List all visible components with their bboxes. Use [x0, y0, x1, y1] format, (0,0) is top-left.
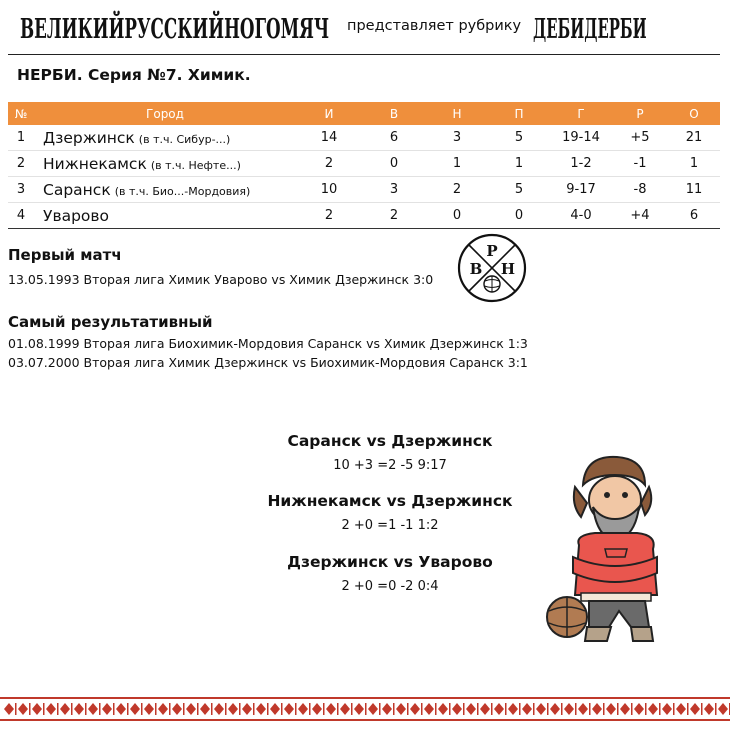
ornament-bar	[239, 703, 241, 715]
row-wins: 3	[362, 177, 426, 203]
ornament-bar	[337, 703, 339, 715]
row-points: 21	[668, 125, 720, 151]
ornament-bar	[603, 703, 605, 715]
ornament-diamond	[88, 703, 98, 715]
table-header-row	[8, 102, 720, 125]
ornament-diamond	[424, 703, 434, 715]
team-name: Нижнекамск	[43, 154, 147, 173]
ornament-bar	[505, 703, 507, 715]
ornament-diamond	[270, 703, 280, 715]
ornament-bar	[589, 703, 591, 715]
ornament-diamond	[690, 703, 700, 715]
ornament-bar	[225, 703, 227, 715]
ornament-diamond	[214, 703, 224, 715]
team-note: (в т.ч. Нефте...)	[150, 158, 241, 172]
ornament-diamond	[130, 703, 140, 715]
row-games: 10	[296, 177, 362, 203]
row-games: 14	[296, 125, 362, 151]
ornament-bar	[211, 703, 213, 715]
table-row	[8, 151, 720, 177]
ornament-bar	[57, 703, 59, 715]
ornament-diamond	[606, 703, 616, 715]
brand-logo-right: ДЕБИДЕРБИ	[533, 14, 647, 45]
table-row	[8, 203, 720, 229]
ball-icon	[484, 276, 500, 292]
team-note: (в т.ч. Био...-Мордовия)	[114, 184, 251, 198]
row-diff: -1	[612, 151, 668, 177]
ornament-diamond	[620, 703, 630, 715]
ornament-diamond	[340, 703, 350, 715]
ornament-diamond	[508, 703, 518, 715]
emblem-letter-right: Н	[500, 260, 516, 278]
ornament-bar	[295, 703, 297, 715]
ornament-bar	[575, 703, 577, 715]
row-number: 1	[8, 125, 34, 151]
ornament-diamond	[648, 703, 658, 715]
ornament-diamond	[284, 703, 294, 715]
table-row	[8, 125, 720, 151]
emblem-letter-top: Р	[486, 242, 498, 260]
col-header-wins: В	[362, 102, 426, 125]
ornament-diamond	[480, 703, 490, 715]
row-games: 2	[296, 203, 362, 229]
ornament-bar	[267, 703, 269, 715]
ornament-diamond	[312, 703, 322, 715]
mascot-illustration	[545, 445, 675, 645]
ornament-diamond	[718, 703, 728, 715]
ornament-bar	[113, 703, 115, 715]
ornament-bar	[323, 703, 325, 715]
ornament-bar	[435, 703, 437, 715]
ornament-bar	[127, 703, 129, 715]
row-team	[34, 151, 296, 177]
header	[0, 0, 730, 56]
ornament-bar	[673, 703, 675, 715]
ornament-diamond	[326, 703, 336, 715]
ornament-bar	[687, 703, 689, 715]
ornament-bar	[365, 703, 367, 715]
ornament-bar	[71, 703, 73, 715]
ornament-diamond	[256, 703, 266, 715]
ornament-diamond	[172, 703, 182, 715]
ornament-diamond	[102, 703, 112, 715]
ornament-bar	[449, 703, 451, 715]
col-header-diff: Р	[612, 102, 668, 125]
row-goals: 19-14	[550, 125, 612, 151]
team-name: Саранск	[43, 180, 111, 199]
ornament-bar	[477, 703, 479, 715]
ornament-diamond	[438, 703, 448, 715]
ornament-diamond	[144, 703, 154, 715]
ornament-diamond	[578, 703, 588, 715]
ornament-diamond	[564, 703, 574, 715]
row-number: 3	[8, 177, 34, 203]
row-goals: 4-0	[550, 203, 612, 229]
h2h-title: Саранск vs Дзержинск	[287, 432, 493, 450]
standings-table	[8, 102, 720, 229]
brand-logo-left: ВЕЛИКИЙРУССКИЙНОГОМЯЧ	[20, 14, 330, 45]
ornament-diamond	[536, 703, 546, 715]
ornament-bar	[281, 703, 283, 715]
ornament-bar	[617, 703, 619, 715]
row-draws: 3	[426, 125, 488, 151]
ornament-diamond	[46, 703, 56, 715]
row-points: 1	[668, 151, 720, 177]
h2h-block-1	[200, 432, 580, 473]
ornament-bar	[85, 703, 87, 715]
ornament-diamond	[522, 703, 532, 715]
row-team	[34, 203, 296, 229]
row-draws: 0	[426, 203, 488, 229]
col-header-city: Город	[34, 102, 296, 125]
ornament-diamond	[116, 703, 126, 715]
row-number: 4	[8, 203, 34, 229]
h2h-title: Дзержинск vs Уварово	[287, 553, 493, 571]
h2h-stats: 2 +0 =0 -2 0:4	[341, 579, 439, 594]
ornament-bar	[253, 703, 255, 715]
ornament-bar	[645, 703, 647, 715]
row-draws: 1	[426, 151, 488, 177]
row-losses: 1	[488, 151, 550, 177]
first-match-line: 13.05.1993 Вторая лига Химик Уварово vs Химик Дзержинск 3:0	[8, 272, 434, 287]
ornament-bar	[715, 703, 717, 715]
ornament-diamond	[396, 703, 406, 715]
row-diff: -8	[612, 177, 668, 203]
table-row	[8, 177, 720, 203]
most-productive-line-2: 03.07.2000 Вторая лига Химик Дзержинск vs Биохимик-Мордовия Саранск 3:1	[8, 355, 528, 370]
tagline: представляет рубрику	[347, 18, 522, 34]
vrn-emblem	[456, 232, 528, 304]
row-team	[34, 125, 296, 151]
ornament-diamond	[4, 703, 14, 715]
h2h-title: Нижнекамск vs Дзержинск	[267, 492, 513, 510]
col-header-games: И	[296, 102, 362, 125]
row-points: 11	[668, 177, 720, 203]
ornament-bar	[421, 703, 423, 715]
h2h-block-3	[200, 553, 580, 594]
most-productive-heading: Самый результативный	[8, 313, 213, 331]
h2h-stats: 2 +0 =1 -1 1:2	[341, 518, 439, 533]
ornament-diamond	[18, 703, 28, 715]
ornament-bar	[631, 703, 633, 715]
row-team	[34, 177, 296, 203]
ornament-diamond	[494, 703, 504, 715]
folk-ornament-border	[0, 695, 730, 723]
ornament-bar	[29, 703, 31, 715]
ornament-bar	[491, 703, 493, 715]
ornament-bar	[533, 703, 535, 715]
ornament-bar	[393, 703, 395, 715]
ornament-bar	[701, 703, 703, 715]
ornament-diamond	[592, 703, 602, 715]
ornament-diamond	[466, 703, 476, 715]
col-header-number: №	[8, 102, 34, 125]
ornament-bar	[463, 703, 465, 715]
row-losses: 5	[488, 125, 550, 151]
h2h-block-2	[200, 492, 580, 533]
ornament-diamond	[200, 703, 210, 715]
ornament-diamond	[382, 703, 392, 715]
row-goals: 9-17	[550, 177, 612, 203]
ornament-diamond	[634, 703, 644, 715]
ornament-diamond	[158, 703, 168, 715]
ornament-diamond	[74, 703, 84, 715]
page-title: НЕРБИ. Серия №7. Химик.	[17, 66, 251, 84]
row-losses: 0	[488, 203, 550, 229]
ornament-bar	[547, 703, 549, 715]
ornament-bar	[183, 703, 185, 715]
ornament-diamond	[32, 703, 42, 715]
ornament-bar	[141, 703, 143, 715]
ornament-diamond	[410, 703, 420, 715]
ornament-bar	[309, 703, 311, 715]
col-header-goals: Г	[550, 102, 612, 125]
header-divider	[8, 54, 720, 55]
ornament-bar	[561, 703, 563, 715]
row-number: 2	[8, 151, 34, 177]
most-productive-line-1: 01.08.1999 Вторая лига Биохимик-Мордовия Саранск vs Химик Дзержинск 1:3	[8, 336, 528, 351]
leather-ball-icon	[547, 597, 587, 637]
ornament-diamond	[662, 703, 672, 715]
first-match-heading: Первый матч	[8, 246, 122, 264]
ornament-bar	[407, 703, 409, 715]
ornament-diamond	[228, 703, 238, 715]
ornament-diamond	[368, 703, 378, 715]
ornament-diamond	[704, 703, 714, 715]
ornament-bar	[519, 703, 521, 715]
ornament-diamond	[676, 703, 686, 715]
team-name: Уварово	[43, 206, 110, 225]
col-header-losses: П	[488, 102, 550, 125]
row-losses: 5	[488, 177, 550, 203]
h2h-stats: 10 +3 =2 -5 9:17	[333, 458, 447, 473]
row-wins: 0	[362, 151, 426, 177]
ornament-diamond	[242, 703, 252, 715]
ornament-bar	[659, 703, 661, 715]
row-goals: 1-2	[550, 151, 612, 177]
row-wins: 2	[362, 203, 426, 229]
ornament-diamond	[354, 703, 364, 715]
row-diff: +5	[612, 125, 668, 151]
row-points: 6	[668, 203, 720, 229]
ornament-diamond	[452, 703, 462, 715]
ornament-diamond	[60, 703, 70, 715]
ornament-bar	[169, 703, 171, 715]
row-games: 2	[296, 151, 362, 177]
row-diff: +4	[612, 203, 668, 229]
ornament-bar	[351, 703, 353, 715]
ornament-diamond	[186, 703, 196, 715]
ornament-bar	[15, 703, 17, 715]
ornament-bar	[379, 703, 381, 715]
ornament-diamond	[298, 703, 308, 715]
ornament-bar	[43, 703, 45, 715]
col-header-draws: Н	[426, 102, 488, 125]
ornament-bar	[99, 703, 101, 715]
col-header-points: О	[668, 102, 720, 125]
team-note: (в т.ч. Сибур-...)	[138, 132, 231, 146]
emblem-letter-left: В	[469, 260, 483, 278]
row-draws: 2	[426, 177, 488, 203]
ornament-diamond	[550, 703, 560, 715]
ornament-bar	[155, 703, 157, 715]
row-wins: 6	[362, 125, 426, 151]
ornament-bar	[197, 703, 199, 715]
team-name: Дзержинск	[43, 128, 135, 147]
